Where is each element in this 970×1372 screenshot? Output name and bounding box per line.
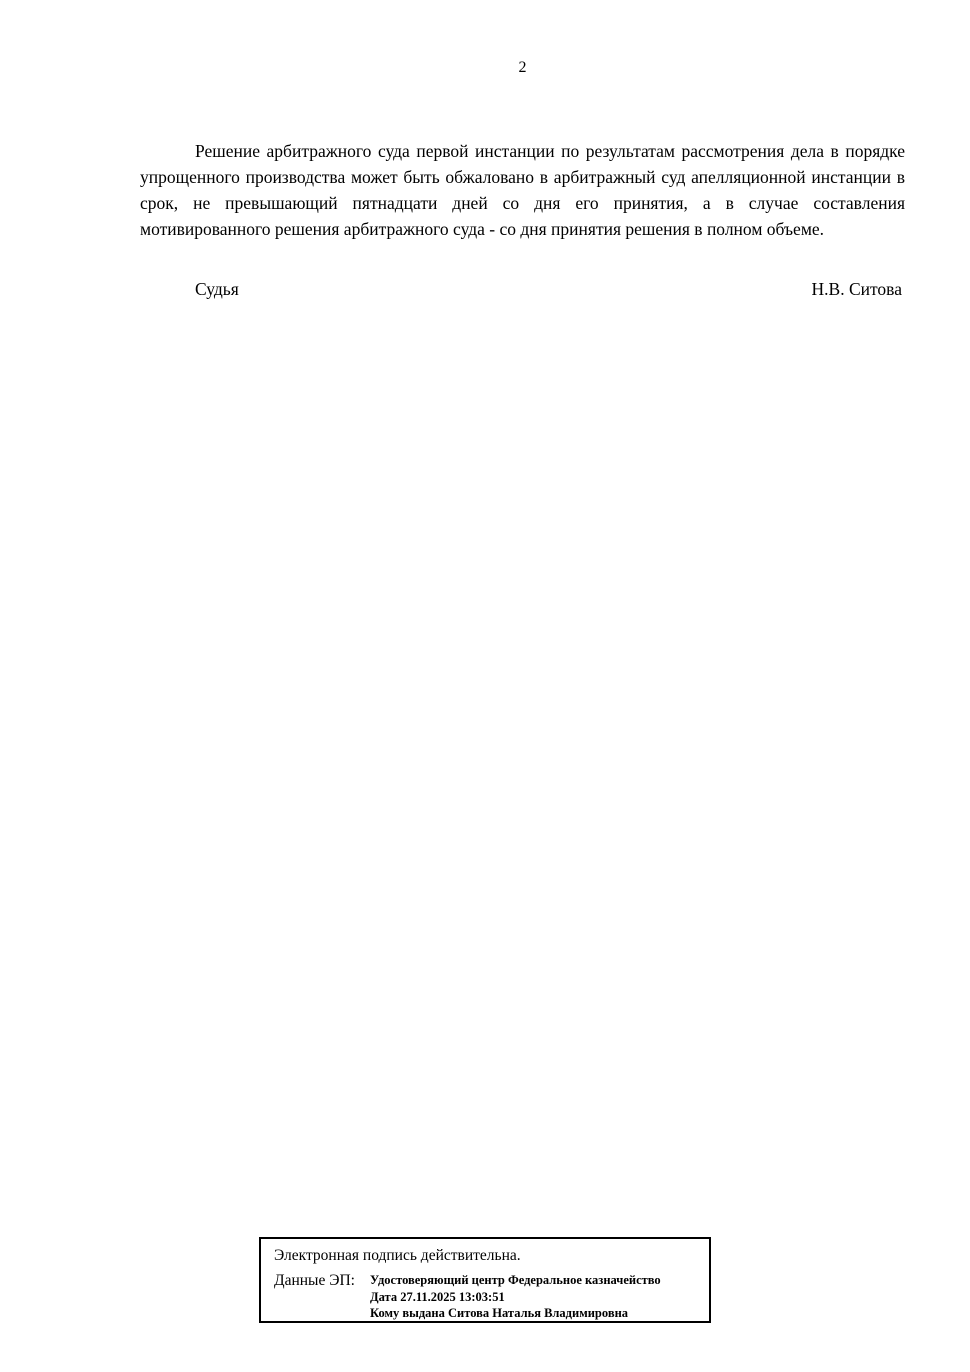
signature-name: Н.В. Ситова <box>811 279 902 299</box>
stamp-title: Электронная подпись действительна. <box>274 1247 521 1264</box>
stamp-values <box>370 1271 661 1322</box>
stamp-certification-center: Удостоверяющий центр Федеральное казначейство <box>370 1273 661 1287</box>
stamp-issued-to: Кому выдана Ситова Наталья Владимировна <box>370 1306 629 1320</box>
decision-paragraph: Решение арбитражного суда первой инстанции по результатам рассмотрения дела в порядке упрощенного производства может быть обжаловано в арбитражный суд апелляционной инстанции в срок, не превышающий пятнадцати дней со дня его принятия, а в случае составления мотивированного решения арбитражного суда - со дня принятия решения в полном объеме. <box>140 141 905 239</box>
signature-role: Судья <box>195 279 239 299</box>
stamp-details-row <box>274 1271 709 1322</box>
page-number: 2 <box>518 59 527 76</box>
stamp-data-label: Данные ЭП: <box>274 1272 355 1289</box>
stamp-date: Дата 27.11.2025 13:03:51 <box>370 1289 505 1304</box>
signature-row <box>140 278 902 300</box>
digital-signature-stamp <box>259 1237 711 1323</box>
